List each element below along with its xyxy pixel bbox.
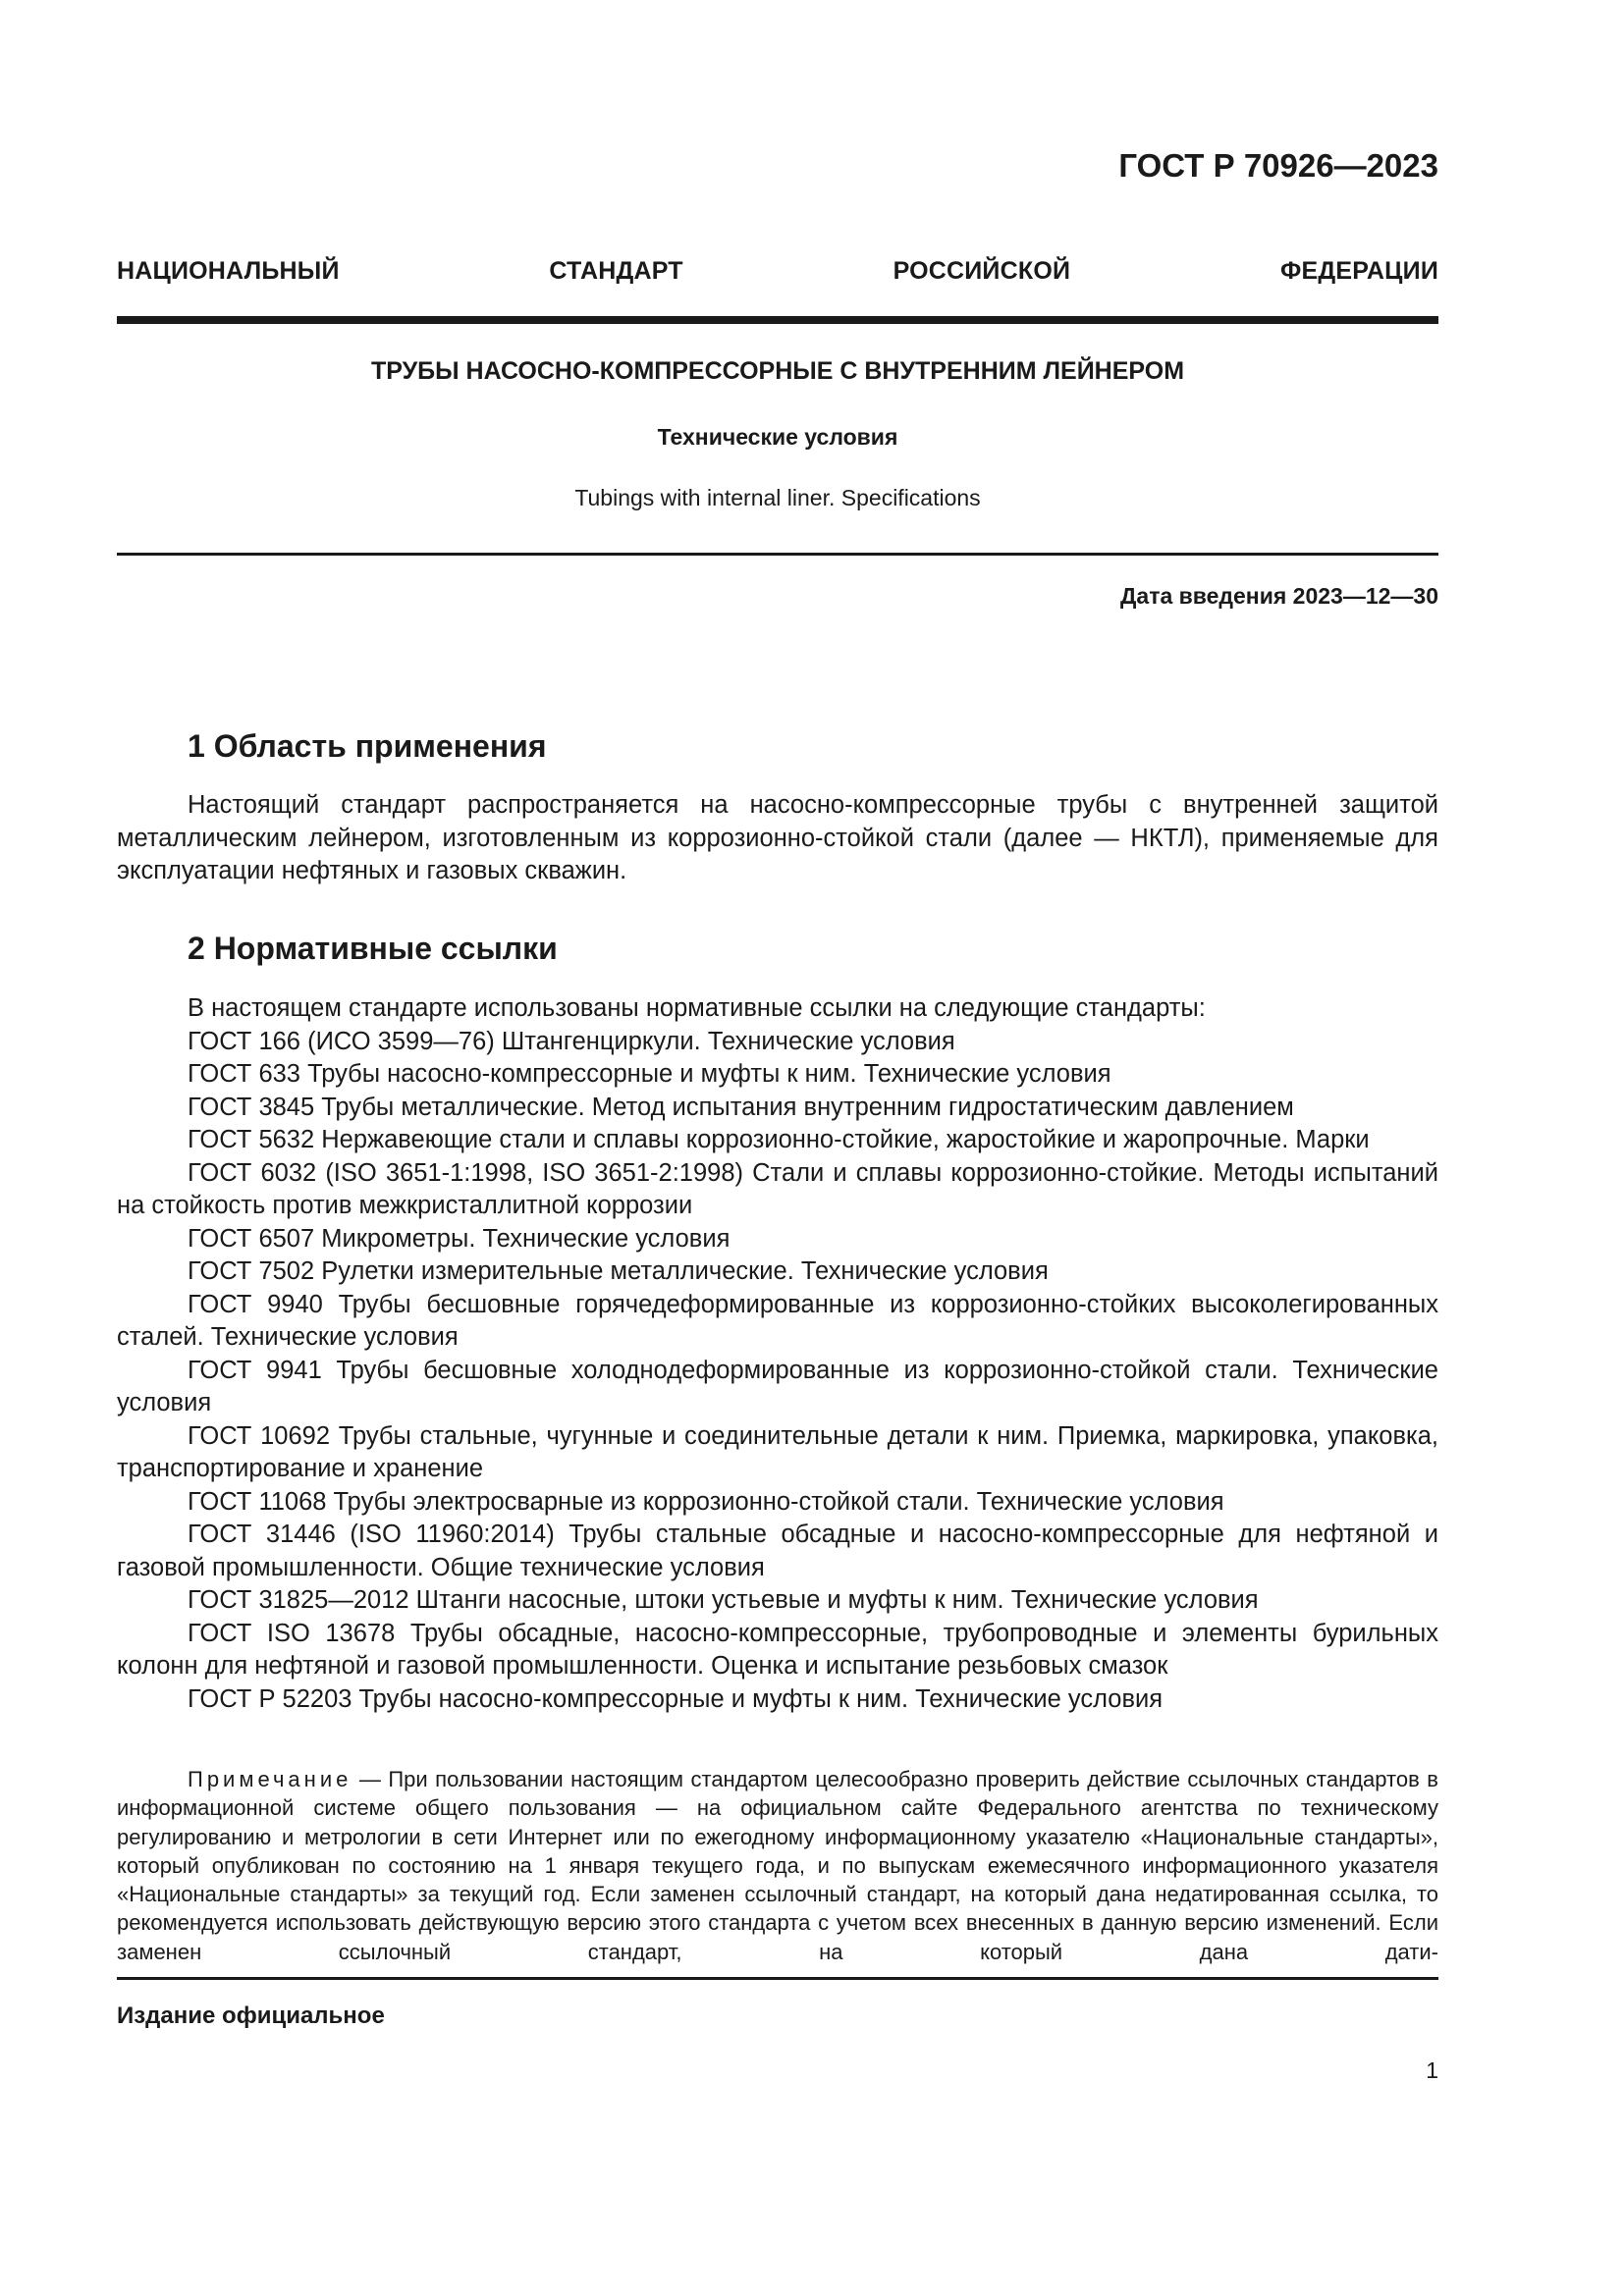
reference-item: ГОСТ 6507 Микрометры. Технические условия bbox=[188, 1224, 731, 1253]
reference-item: ГОСТ 31825—2012 Штанги насосные, штоки устьевые и муфты к ним. Технические условия bbox=[188, 1586, 1259, 1614]
reference-item: ГОСТ ISO 13678 Трубы обсадные, насосно-компрессорные, трубопроводные и элементы бурильных колонн для нефтяной и газовой промышленности. Оценка и испытание резьбовых смазок bbox=[117, 1619, 1438, 1680]
reference-item: ГОСТ 10692 Трубы стальные, чугунные и соединительные детали к ним. Приемка, маркировка, упаковка, транспортирование и хранение bbox=[117, 1421, 1438, 1482]
reference-item: ГОСТ 5632 Нержавеющие стали и сплавы коррозионно-стойкие, жаростойкие и жаропрочные. Марки bbox=[188, 1126, 1370, 1153]
section-1-paragraph: Настоящий стандарт распространяется на насосно-компрессорные трубы с внутренней защитой металлическим лейнером, изготовленным из коррозионно-стойкой стали (далее — НКТЛ), применяемые для эксплуатации нефтяных и газовых скважин. bbox=[117, 791, 1438, 884]
reference-item: ГОСТ 633 Трубы насосно-компрессорные и муфты к ним. Технические условия bbox=[188, 1060, 1111, 1088]
footer-divider bbox=[117, 1977, 1438, 1980]
page-number: 1 bbox=[1426, 2057, 1438, 2083]
reference-item: ГОСТ 7502 Рулетки измерительные металлические. Технические условия bbox=[188, 1257, 1049, 1285]
official-edition-label: Издание официальное bbox=[117, 2002, 385, 2029]
reference-item: ГОСТ 166 (ИСО 3599—76) Штангенциркули. Технические условия bbox=[188, 1027, 955, 1055]
section-1-heading: 1 Область применения bbox=[188, 728, 547, 764]
document-subtitle: Технические условия bbox=[657, 424, 898, 450]
document-code: ГОСТ Р 70926—2023 bbox=[1118, 147, 1438, 184]
normative-references-list bbox=[117, 992, 1438, 1716]
document-title: ТРУБЫ НАСОСНО-КОМПРЕССОРНЫЕ С ВНУТРЕННИМ ЛЕЙНЕРОМ bbox=[370, 357, 1185, 385]
reference-item: ГОСТ Р 52203 Трубы насосно-компрессорные и муфты к ним. Технические условия bbox=[188, 1684, 1164, 1713]
document-title-english: Tubings with internal liner. Specifications bbox=[574, 485, 981, 510]
note-label: Примечание bbox=[188, 1767, 352, 1791]
section-1-body bbox=[117, 789, 1438, 888]
note-text: — При пользовании настоящим стандартом целесообразно проверить действие ссылочных стандартов в информационной системе общего пользования — на официальном сайте Федерального агентства по техническому регулированию и метрологии в сети Интернет или по ежегодному информационному указателю «Национальные стандарты», который опубликован по состоянию на 1 января текущего года, и по выпускам ежемесячного информационного указателя «Национальные стандарты» за текущий год. Если заменен ссылочный стандарт, на который дана недатированная ссылка, то рекомендуется использовать действующую версию этого стандарта с учетом всех внесенных в данную версию изменений. Если заменен ссылочный стандарт, на который дана дати- bbox=[117, 1767, 1438, 1964]
references-intro: В настоящем стандарте использованы нормативные ссылки на следующие стандарты: bbox=[188, 994, 1206, 1022]
reference-item: ГОСТ 9941 Трубы бесшовные холоднодеформированные из коррозионно-стойкой стали. Технические условия bbox=[117, 1356, 1438, 1416]
reference-item: ГОСТ 3845 Трубы металлические. Метод испытания внутренним гидростатическим давлением bbox=[188, 1093, 1294, 1121]
national-standard-banner: НАЦИОНАЛЬНЫЙ СТАНДАРТ РОССИЙСКОЙ ФЕДЕРАЦИИ bbox=[117, 257, 1438, 285]
reference-item: ГОСТ 9940 Трубы бесшовные горячедеформированные из коррозионно-стойких высоколегированных сталей. Технические условия bbox=[117, 1290, 1438, 1351]
note-block bbox=[117, 1765, 1438, 1966]
introduction-date: Дата введения 2023—12—30 bbox=[1120, 583, 1438, 609]
section-2-heading: 2 Нормативные ссылки bbox=[188, 931, 558, 966]
reference-item: ГОСТ 31446 (ISO 11960:2014) Трубы стальные обсадные и насосно-компрессорные для нефтяной и газовой промышленности. Общие технические условия bbox=[117, 1521, 1438, 1581]
reference-item: ГОСТ 6032 (ISO 3651-1:1998, ISO 3651-2:1998) Стали и сплавы коррозионно-стойкие. Методы испытаний на стойкость против межкристаллитной коррозии bbox=[117, 1158, 1438, 1219]
header-divider bbox=[117, 316, 1438, 324]
title-divider bbox=[117, 553, 1438, 556]
reference-item: ГОСТ 11068 Трубы электросварные из коррозионно-стойкой стали. Технические условия bbox=[188, 1487, 1224, 1516]
note-paragraph bbox=[117, 1765, 1438, 1966]
